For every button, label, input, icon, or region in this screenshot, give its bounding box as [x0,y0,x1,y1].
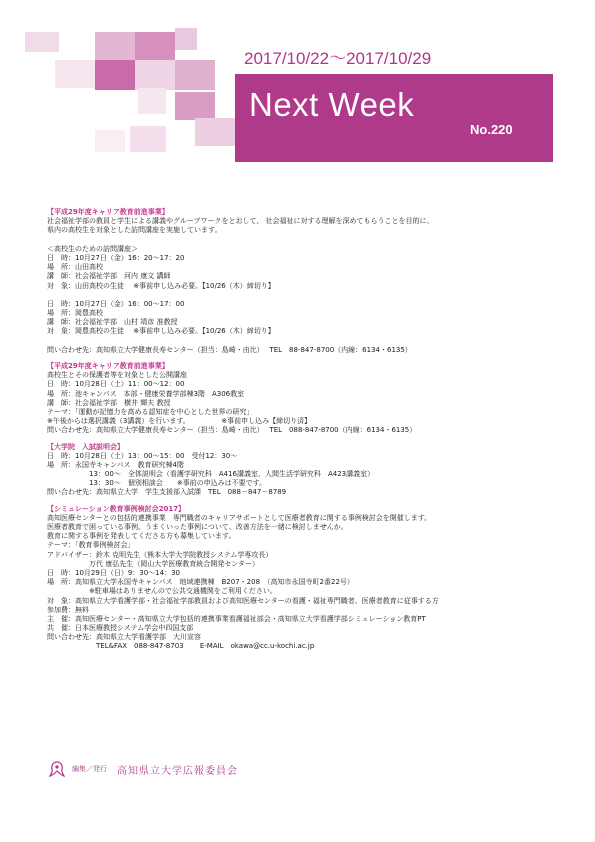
contact-line: 問い合わせ先：高知県立大学看護学部 大川宣容 [47,633,201,642]
text-line: ※午後からは選択講義（3講義）を行います。 ※事前申し込み【締切り済】 [47,417,312,426]
text-line: 医療者教育で困っている事例、うまくいった事例について、改善方法を一緒に検討しませんか。 [47,523,348,531]
subtitle: ＜高校生のための訪問講座＞ [47,244,138,253]
decor-square [175,60,215,90]
footer-label: 編集／発行 [72,765,107,773]
text-line: 13：00～ 全体説明会（看護学研究科 A416講義室、人間生活学研究科 A423講義室） [89,470,375,479]
section-career-visit [47,208,567,355]
text-line: 場 所：岡豊高校 [47,309,103,318]
text-line: 場 所：池キャンパス 本部・健康栄養学部棟3階 A306教室 [47,389,245,398]
text-line: 日 時：10月27日（金）16：00～17：00 [47,299,185,308]
section-simulation [47,505,567,652]
header-banner [0,0,595,200]
text-line: アドバイザー：鈴木 克明先生（熊本大学大学院教授システム学専攻長） [47,550,273,559]
decor-square [135,32,175,60]
decor-square [135,60,175,90]
text-line: 万代 康弘先生（岡山大学医療教育統合開発センター） [89,559,259,568]
text-line: 教育に関する事例を発表してくださる方も募集しています。 [47,532,236,541]
section-heading: 【平成29年度キャリア教育前進事業】 [47,208,169,216]
text-line: 共 催：日本医療教授システム学会中四国支部 [47,624,194,633]
text-line: 講 師：社会福祉学部 河内 康文 講師 [47,272,171,281]
text-line: 対 象：高知県立大学看護学部・社会福祉学部教員および高知医療センターの看護・福祉専門職者、医療者教育に従事する方 [47,596,439,605]
section-public-lecture [47,362,567,436]
text-line: 主 催：高知医療センター・高知県立大学包括的連携事業看護福祉部会・高知県立大学看護学部シミュレーション教育PT [47,614,426,623]
footer-publisher: 高知県立大学広報委員会 [117,765,238,777]
page-title: Next Week [249,86,415,123]
decor-square [175,28,197,50]
text-line: 講 師：社会福祉学部 山村 靖彦 准教授 [47,318,178,327]
decor-square [95,130,125,152]
text-line: 高校生とその保護者等を対象とした公開講座 [47,371,187,380]
text-line: 講 師：社会福祉学部 横井 輝夫 教授 [47,398,171,407]
decor-square [175,92,215,120]
text-line: 参加費：無料 [47,605,89,614]
text-line: 対 象：山田高校の生徒 ※事前申し込み必要。【10/26（木）締切り】 [47,281,275,290]
decor-square [138,88,166,114]
text-line: 高知医療センターとの包括的連携事業 専門職者のキャリアサポートとして医療者教育に関する事例検討会を開催します。 [47,513,432,522]
main-content [47,208,567,652]
text-line: 場 所：永国寺キャンパス 教育研究棟4階 [47,460,184,469]
contact-line: 問い合わせ先：高知県立大学健康長寿センター（担当：島崎・由比） TEL 088-847-8700（内線：6134・6135） [47,426,417,435]
decor-square [95,60,135,90]
decor-square [195,118,235,146]
text-line: 日 時：10月28日（土）11：00～12：00 [47,380,185,389]
contact-line: 問い合わせ先：高知県立大学健康長寿センター（担当：島崎・由比） TEL 88-847-8700（内線：6134・6135） [47,345,412,354]
section-heading: 【シミュレーション教育事例検討会2017】 [47,504,186,513]
issue-number: No.220 [470,122,513,137]
decor-square [130,126,166,152]
text-line: テーマ：「教育事例検討会」 [47,541,135,550]
decor-square [95,32,135,60]
text-line: ※駐車場はありませんので公共交通機関をご利用ください。 [89,587,277,596]
text-line: 社会福祉学部の教員と学生による講義やグループワークをとおして、 社会福祉に対する理解を深めてもらうことを目的に、 [47,217,434,226]
text-line: 場 所：高知県立大学永国寺キャンパス 地域連携棟 B207・208 （高知市永国寺町2番22号） [47,578,354,587]
text-line: テーマ：「運動が記憶力を高める認知症を中心とした世界の研究」 [47,407,254,416]
text-line: 日 時：10月29日（日）9：30～14：30 [47,568,180,577]
section-heading: 【平成29年度キャリア教育前進事業】 [47,362,169,370]
text-line: 県内の高校生を対象とした訪問講座を実施しています。 [47,226,222,235]
date-range: 2017/10/22～2017/10/29 [244,49,432,68]
contact-line: 問い合わせ先：高知県立大学 学生支援部入試課 TEL 088－847－8789 [47,488,287,497]
contact-line: TEL&FAX 088-847-8703 E-MAIL okawa@cc.u-kochi.ac.jp [47,642,315,651]
decor-square [25,32,59,52]
text-line: 場 所：山田高校 [47,263,103,272]
text-line: 日 時：10月27日（金）16：20～17：20 [47,253,185,262]
decor-square [55,60,95,88]
section-heading: 【大学院 入試説明会】 [47,442,124,451]
section-grad-exam [47,443,567,498]
university-logo-icon [48,760,66,778]
text-line: 対 象：岡豊高校の生徒 ※事前申し込み必要。【10/26（木）締切り】 [47,327,275,336]
text-line: 13：30～ 個別相談会 ※事前の申込みは不要です。 [89,479,267,488]
footer [48,760,238,778]
text-line: 日 時：10月28日（土）13：00～15：00 受付12：30～ [47,451,238,460]
